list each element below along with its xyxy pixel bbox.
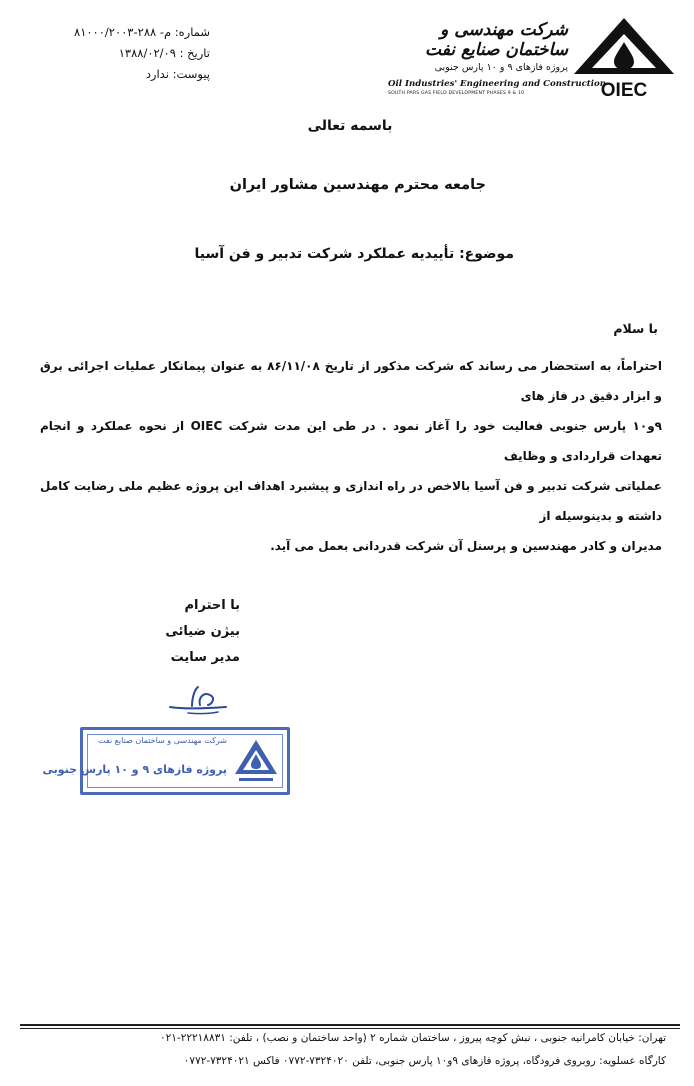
project-name-en: SOUTH PARS GAS FIELD DEVELOPMENT PHASES 9 & 10 — [388, 91, 525, 96]
letter-body — [40, 351, 662, 561]
stamp-logo-icon — [233, 736, 279, 788]
project-name-fa: پروژه فازهای ۹ و ۱۰ پارس جنوبی — [434, 62, 568, 73]
closing: با احترام — [184, 598, 240, 613]
handwritten-signature — [168, 683, 230, 717]
footer-rule-thin — [20, 1028, 680, 1029]
stamp-line-project: پروژه فازهای ۹ و ۱۰ پارس جنوبی — [42, 763, 227, 776]
logo-acronym: OIEC — [600, 80, 648, 100]
oiec-logo-icon — [568, 12, 680, 100]
body-line: ۹و۱۰ پارس جنوبی فعالیت خود را آغاز نمود . در طی این مدت شرکت OIEC از نحوه عملکرد و انجام تعهدات قراردادی و وظایف — [40, 419, 662, 463]
signer-name: بیژن ضیائی — [165, 624, 240, 639]
company-name-en: Oil Industries' Engineering and Construction — [388, 79, 607, 89]
recipient: جامعه محترم مهندسین مشاور ایران — [229, 177, 486, 193]
bismillah-heading: باسمه تعالی — [307, 118, 393, 134]
footer-tehran-address: تهران: خیابان کامرانیه جنوبی ، نبش کوچه پیروز ، ساختمان شماره ۲ (واحد ساختمان و نصب) ، تلفن: ۲۲۲۱۸۸۳۱-۰۲۱ — [160, 1032, 666, 1044]
body-line: عملیاتی شرکت تدبیر و فن آسیا بالاخص در راه اندازی و پیشبرد اهداف این پروژه عظیم ملی رضایت کامل داشته و بدینوسیله از — [40, 479, 662, 523]
letter-attachment: پیوست: ندارد — [145, 67, 210, 81]
company-name-fa: شرکت مهندسی و ساختمان صنایع نفت — [425, 20, 568, 60]
signature-block — [130, 593, 240, 671]
signer-title: مدیر سایت — [170, 650, 240, 665]
subject-line: موضوع: تأییدیه عملکرد شرکت تدبیر و فن آسیا — [194, 246, 514, 262]
company-stamp — [42, 727, 290, 795]
footer-rule — [20, 1024, 680, 1026]
stamp-line-company: شرکت مهندسی و ساختمان صنایع نفت — [97, 736, 227, 745]
company-letterhead — [388, 20, 607, 96]
body-line: مدیران و کادر مهندسین و پرسنل آن شرکت قدردانی بعمل می آید. — [270, 539, 662, 553]
letter-date: تاریخ : ۱۳۸۸/۰۲/۰۹ — [118, 46, 210, 60]
footer-site-address: کارگاه عسلویه: روبروی فرودگاه، پروژه فازهای ۹و۱۰ پارس جنوبی، تلفن ۷۳۲۴۰۲۰-۰۷۷۲ فاکس ۷۳۲۴۰۲۱-۰۷۷۲ — [183, 1055, 666, 1067]
letter-number: شماره: م- ۲۸۸-۸۱۰۰۰/۲۰۰۳ — [74, 25, 210, 39]
letter-meta — [60, 22, 210, 85]
greeting: با سلام — [613, 321, 658, 336]
body-line: احتراماً، به استحضار می رساند که شرکت مذکور از تاریخ ۸۶/۱۱/۰۸ به عنوان پیمانکار عملیات اجرائی برق و ابزار دقیق در فاز های — [40, 359, 662, 403]
